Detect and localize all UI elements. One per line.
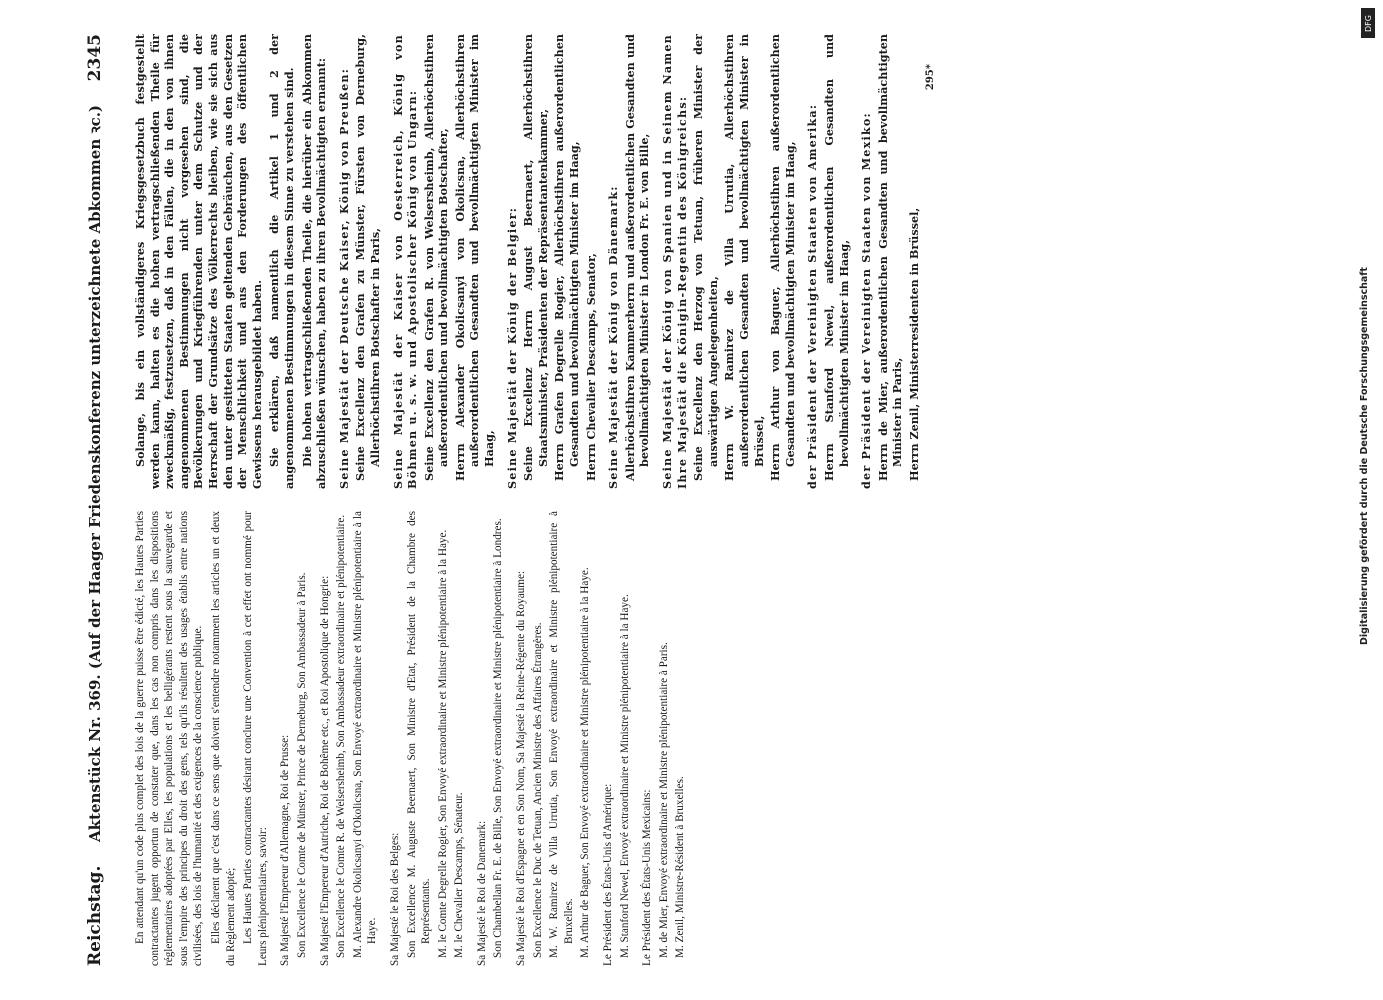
party-heading: Seine Majestät der Deutsche Kaiser, König von Preußen: <box>336 67 351 489</box>
delegate-entry: M. Alexandre Okolicsanyi d'Okolicsna, Son Envoyé extraordinaire et Ministre plénipotentiaire à la Haye. <box>351 511 378 958</box>
party-heading: Le Président des États-Unis Mexicains: <box>640 789 653 966</box>
delegate-entry: Herrn Alexander Okolicsanyi von Okolicsna, Allerhöchstihren außerordentlichen Gesandten und bevollmächtigten Minister im Haag, <box>452 34 496 481</box>
delegate-entry: Allerhöchstihren Kammerherrn und außerordentlichen Gesandten und bevollmächtigten Minister in London Fr. E. von Bille, <box>622 34 651 481</box>
party-heading: Seine Majestät der König der Belgier: <box>504 206 519 489</box>
delegate-entry: M. le Chevalier Descamps, Sénateur. <box>452 792 465 958</box>
delegate-entry: M. de Mier, Envoyé extraordinaire et Ministre plénipotentiaire à Paris. <box>657 642 670 958</box>
paragraph: Les Hautes Parties contractantes désirant conclure une Convention à cet effet ont nommé pour Leurs plénipotentiaires, savoir: <box>241 511 269 966</box>
paragraph: En attendant qu'un code plus complet des lois de la guerre puisse être édicté, les Hautes Parties contractantes jugent opportun de constater que, dans les cas non compris dans les dispositions réglementaires adoptées par Elles, les populations et les belligérants restent sous la sauvegarde et sous l'empire des principes du droit des gens, tels qu'ils résultent des usages établis entre nations civilisées, des lois de l'humanité et des exigences de la conscience publique. <box>133 511 204 966</box>
party-heading: Sa Majesté le Roi d'Espagne et en Son Nom, Sa Majesté la Reine-Régente du Royaume: <box>514 570 527 966</box>
credit-text: Digitalisierung gefördert durch die Deutsche Forschungsgemeinschaft <box>1359 267 1370 645</box>
paragraph: Sie erklären, daß namentlich die Artikel 1 und 2 der angenommenen Bestimmungen in diesem Sinne zu verstehen sind. <box>266 34 296 489</box>
party-heading: Le Président des États-Unis d'Amérique: <box>601 783 614 966</box>
delegate-entry: Herrn Chevalier Descamps, Senator, <box>583 253 598 481</box>
party-heading: Sa Majesté l'Empereur d'Allemagne, Roi de Prusse: <box>278 734 291 966</box>
delegate-entry: Herrn de Mier, außerordentlichen Gesandten und bevollmächtigten Minister in Paris, <box>875 34 904 481</box>
delegate-entry: M. le Comte Degrelle Rogier, Son Envoyé extraordinaire et Ministre plénipotentiaire à la Haye. <box>436 529 449 958</box>
two-column-text <box>133 34 1305 966</box>
party-heading: Sa Majesté le Roi de Danemark: <box>475 820 488 966</box>
page-header <box>85 34 119 966</box>
delegate-entry: Herrn Zenil, Ministerresidenten in Brüssel, <box>906 207 921 481</box>
party-heading: Seine Majestät der König von Dänemark: <box>605 185 620 489</box>
delegate-entry: Son Excellence M. Auguste Beernaert, Son Ministre d'Etat, Président de la Chambre des Représentants. <box>405 511 432 958</box>
delegate-entry: Seine Excellenz den Herzog von Tetuan, früheren Minister der auswärtigen Angelegenheiten, <box>690 34 720 481</box>
paragraph: Solange, bis ein vollständigeres Kriegsgesetzbuch festgestellt werden kann, halten es die hohen vertragschließenden Theile für zweckmäßig, festzusetzen, daß in den Fällen, die in den von ihnen angenommenen Bestimmungen nicht vorgesehen sind, die Bevölkerungen und Kriegführenden unter dem Schutze und der Herrschaft der Grundsätze des Völkerrechts bleiben, wie sie sich aus den unter gesitteten Staaten geltenden Gebräuchen, aus den Gesetzen der Menschlichkeit und aus den Forderungen des öffentlichen Gewissens herausgebildet haben. <box>132 34 264 489</box>
delegate-entry: M. Arthur de Baguer, Son Envoyé extraordinaire et Ministre plénipotentiaire à la Haye. <box>578 567 591 958</box>
page-number: 2345 <box>84 34 105 82</box>
delegate-entry: Seine Excellenz Herrn August Beernaert, Allerhöchstihren Staatsminister, Präsidenten der Repräsentantenkammer, <box>520 34 550 481</box>
digitization-credit <box>1359 8 1375 645</box>
dfg-logo <box>1361 8 1375 38</box>
header-left: Reichstag. <box>84 865 105 966</box>
delegate-entry: Herrn Stanford Newel, außerordentlichen Gesandten und bevollmächtigten Minister im Haag, <box>821 34 851 481</box>
french-column <box>133 511 1305 966</box>
delegate-entry: Son Excellence le Duc de Tetuan, Ancien Ministre des Affaires Étrangères. <box>531 622 544 958</box>
delegate-entry: Herrn W. Ramirez de Villa Urrutia, Allerhöchstihren außerordentlichen Gesandten und bevollmächtigten Minister in Brüssel, <box>721 34 766 481</box>
delegate-entry: M. Zenil, Ministre-Résident à Bruxelles. <box>673 776 686 958</box>
delegate-entry: Son Excellence le Comte de Münster, Prince de Derneburg, Son Ambassadeur à Paris. <box>295 572 308 958</box>
signature-mark: 295* <box>924 64 935 91</box>
delegate-entry: Seine Excellenz den Grafen R. von Welsersheimb, Allerhöchstihren außerordentlichen und bevollmächtigten Botschafter, <box>421 34 450 481</box>
party-heading: Seine Majestät der König von Spanien und in Seinem Namen Ihre Majestät die Königin-Regentin des Königreichs: <box>659 34 689 489</box>
header-title: Aktenstück Nr. 369. (Auf der Haager Friedenskonferenz unterzeichnete Abkommen ꝛc.) <box>85 104 104 843</box>
german-column <box>133 34 1305 489</box>
dfg-logo-text: DFG <box>1363 14 1373 32</box>
party-heading: Seine Majestät der Kaiser von Oesterreich, König von Böhmen u. s. w. und Apostolischer König von Ungarn: <box>390 34 419 489</box>
delegate-entry: M. W. Ramirez de Villa Urrutia, Son Envoyé extraordinaire et Ministre plénipotentiaire à Bruxelles. <box>547 511 575 958</box>
document-page <box>67 20 1317 980</box>
paragraph: Die hohen vertragschließenden Theile, die hierüber ein Abkommen abzuschließen wünschen, haben zu ihren Bevollmächtigten ernannt: <box>299 34 328 489</box>
delegate-entry: Seine Excellenz den Grafen zu Münster, Fürsten von Derneburg, Allerhöchstihren Botschafter in Paris, <box>352 34 382 481</box>
party-heading: Sa Majesté le Roi des Belges: <box>388 832 401 966</box>
delegate-entry: Herrn Arthur von Baguer, Allerhöchstihren außerordentlichen Gesandten und bevollmächtigten Minister im Haag, <box>767 34 797 481</box>
delegate-entry: Herrn Grafen Degrelle Rogier, Allerhöchstihren außerordentlichen Gesandten und bevollmächtigten Minister im Haag, <box>551 34 581 481</box>
party-heading: der Präsident der Vereinigten Staaten von Amerika: <box>804 103 819 489</box>
party-heading: der Präsident der Vereinigten Staaten von Mexiko: <box>858 112 873 489</box>
party-heading: Sa Majesté l'Empereur d'Autriche, Roi de Bohême etc., et Roi Apostolique de Hongrie: <box>318 575 331 966</box>
delegate-entry: M. Stanford Newel, Envoyé extraordinaire et Ministre plénipotentiaire à la Haye. <box>618 594 631 958</box>
paragraph: Elles déclarent que c'est dans ce sens que doivent s'entendre notamment les articles un et deux du Règlement adopté; <box>209 511 237 966</box>
delegate-entry: Son Chambellan Fr. E. de Bille, Son Envoyé extraordinaire et Ministre plénipotentiaire à Londres. <box>491 518 504 958</box>
delegate-entry: Son Excellence le Comte R. de Welsersheimb, Son Ambassadeur extraordinaire et plénipotentiaire. <box>334 514 347 958</box>
